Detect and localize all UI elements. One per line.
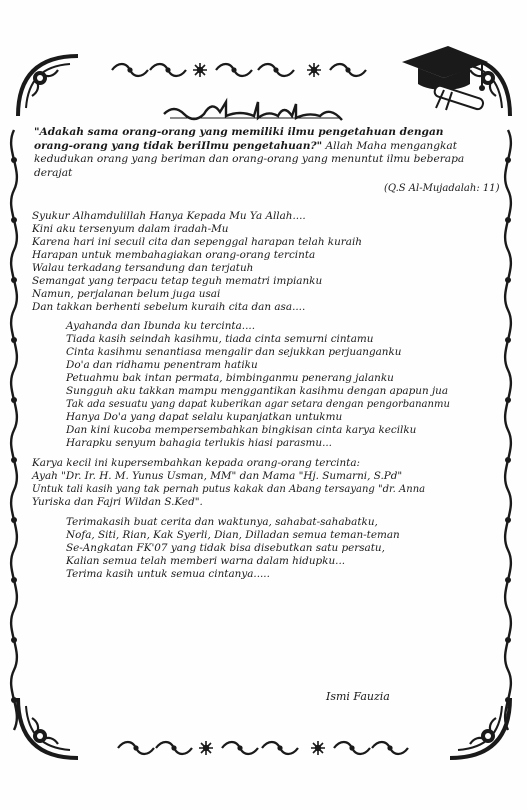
stanza-line: Dan takkan berhenti sebelum kuraih cita dan asa.... <box>32 301 306 313</box>
quote-question: "Adakah sama orang-orang yang memiliki ilmu pengetahuan dengan orang-orang yang tidak beriIlmu pengetahuan?" <box>34 126 444 152</box>
stanza-line: Untuk tali kasih yang tak pernah putus kakak dan Abang tersayang "dr. Anna <box>32 484 426 495</box>
stanza-line: Ayahanda dan Ibunda ku tercinta.... <box>66 320 256 332</box>
stanza-line: Walau terkadang tersandung dan terjatuh <box>32 262 254 274</box>
bottom-border-ornament <box>118 741 408 755</box>
stanza-line: Namun, perjalanan belum juga usai <box>32 288 221 300</box>
stanza-line: Kalian semua telah memberi warna dalam hidupku... <box>66 555 346 567</box>
stanza-line: Dan kini kucoba mempersembahkan bingkisan cinta karya kecilku <box>66 424 417 436</box>
stanza-line: Syukur Alhamdulillah Hanya Kepada Mu Ya Allah.... <box>32 210 306 222</box>
corner-ornament-top-left <box>18 56 78 116</box>
stanza-line: Karena hari ini secuil cita dan sepenggal harapan telah kuraih <box>32 236 362 248</box>
stanza-line: Harapan untuk membahagiakan orang-orang tercinta <box>32 249 316 261</box>
graduation-cap-icon <box>396 40 492 116</box>
stanza-line: Sungguh aku takkan mampu menggantikan kasihmu dengan apapun jua <box>66 385 449 397</box>
corner-ornament-bottom-left <box>18 698 78 758</box>
stanza-line: Do'a dan ridhamu penentram hatiku <box>66 359 258 371</box>
quran-quote <box>34 126 474 180</box>
stanza-line: Kini aku tersenyum dalam iradah-Mu <box>32 223 229 235</box>
stanza-line: Hanya Do'a yang dapat selalu kupanjatkan untukmu <box>66 411 343 423</box>
stanza-line: Harapku senyum bahagia terlukis hiasi parasmu... <box>66 437 332 449</box>
stanza-line: Yuriska dan Fajri Wildan S.Ked". <box>32 496 203 508</box>
stanza-line: Tiada kasih seindah kasihmu, tiada cinta semurni cintamu <box>66 333 374 345</box>
stanza-line: Karya kecil ini kupersembahkan kepada orang-orang tercinta: <box>32 457 361 469</box>
stanza-line: Cinta kasihmu senantiasa mengalir dan sejukkan perjuanganku <box>66 346 402 358</box>
stanza-line: Se-Angkatan FK'07 yang tidak bisa disebutkan satu persatu, <box>66 542 385 554</box>
stanza-line: Tak ada sesuatu yang dapat kuberikan agar setara dengan pengorbananmu <box>66 399 450 410</box>
quote-source: (Q.S Al-Mujadalah: 11) <box>384 183 500 194</box>
corner-ornament-bottom-right <box>450 698 510 758</box>
stanza-line: Terimakasih buat cerita dan waktunya, sahabat-sahabatku, <box>66 516 378 528</box>
stanza-line: Semangat yang terpacu tetap teguh mematri impianku <box>32 275 323 287</box>
top-border-ornament <box>112 63 366 77</box>
quote-statement: Allah Maha mengangkat kedudukan orang yang beriman dan orang-orang yang menuntut ilmu beberapa derajat <box>34 139 465 179</box>
stanza-line: Nofa, Siti, Rian, Kak Syerli, Dian, Dilladan semua teman-teman <box>66 529 400 541</box>
stanza-line: Petuahmu bak intan permata, bimbinganmu penerang jalanku <box>66 372 394 384</box>
stanza-line: Terima kasih untuk semua cintanya..... <box>66 568 270 580</box>
author-signature: Ismi Fauzia <box>326 690 390 703</box>
basmala-calligraphy <box>160 96 350 122</box>
stanza-line: Ayah "Dr. Ir. H. M. Yunus Usman, MM" dan Mama "Hj. Sumarni, S.Pd" <box>32 470 403 482</box>
